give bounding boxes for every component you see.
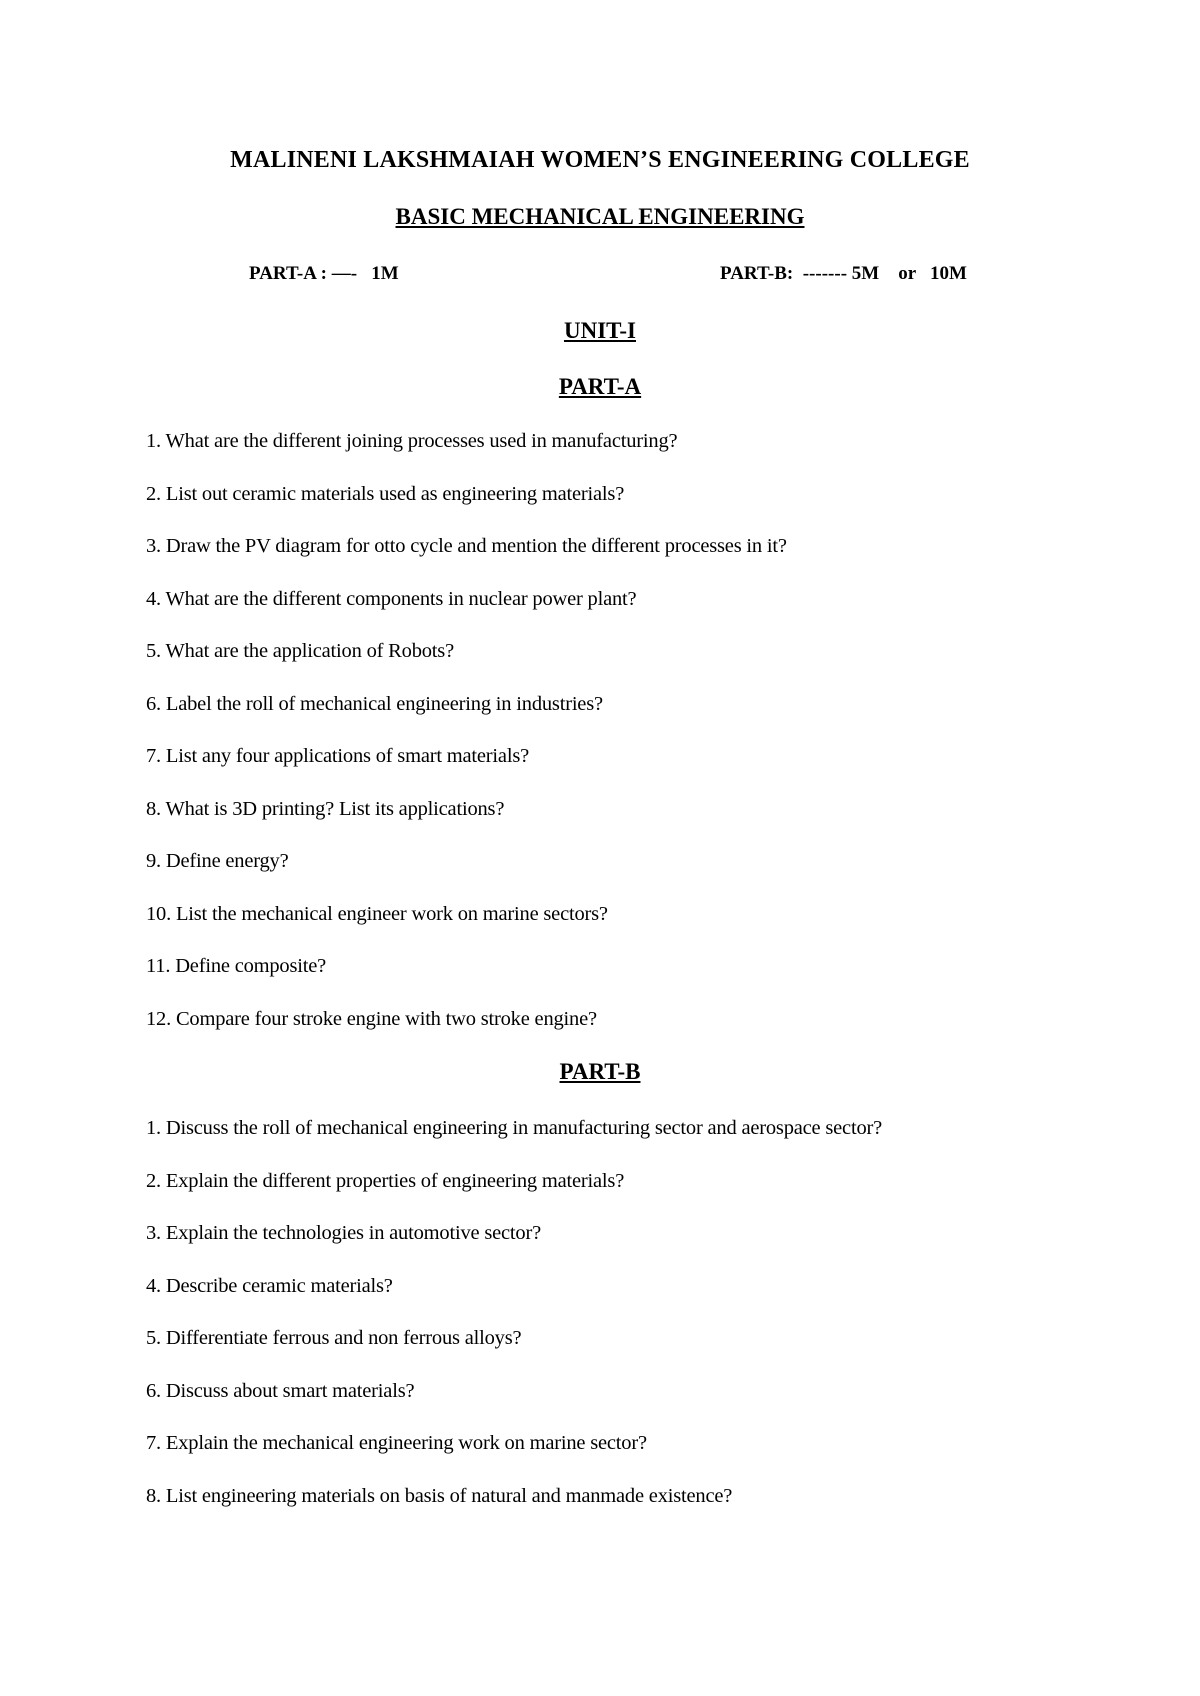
part-b-question: 1. Discuss the roll of mechanical engineering in manufacturing sector and aerospace sector? [146,1117,883,1139]
part-a-question: 11. Define composite? [146,955,327,977]
part-a-question: 2. List out ceramic materials used as engineering materials? [146,482,625,505]
part-a-question: 7. List any four applications of smart materials? [146,745,530,767]
part-a-question: 8. What is 3D printing? List its applications? [146,797,505,820]
part-b-question: 7. Explain the mechanical engineering work on marine sector? [146,1432,647,1454]
part-b-question: 5. Differentiate ferrous and non ferrous alloys? [146,1327,522,1349]
part-a-question: 5. What are the application of Robots? [146,640,454,662]
part-b-question: 6. Discuss about smart materials? [146,1379,415,1402]
part-a-question: 3. Draw the PV diagram for otto cycle and mention the different processes in it? [146,535,787,557]
subject-title: BASIC MECHANICAL ENGINEERING [395,204,805,229]
part-a-heading: PART-A [558,374,642,399]
part-a-marks: PART-A : ––- 1M [249,263,399,284]
college-name: MALINENI LAKSHMAIAH WOMEN’S ENGINEERING COLLEGE [230,147,970,173]
part-b-question: 3. Explain the technologies in automotive sector? [146,1222,541,1244]
part-a-question: 10. List the mechanical engineer work on marine sectors? [146,902,608,925]
unit-heading: UNIT-I [563,318,636,343]
part-a-question-list [146,428,787,1058]
part-b-question: 2. Explain the different properties of engineering materials? [146,1169,625,1192]
part-b-heading: PART-B [559,1059,641,1084]
part-a-question: 12. Compare four stroke engine with two stroke engine? [146,1007,597,1030]
part-b-question: 4. Describe ceramic materials? [146,1274,393,1297]
part-a-question: 6. Label the roll of mechanical engineering in industries? [146,692,603,715]
part-a-question: 1. What are the different joining processes used in manufacturing? [146,430,678,452]
part-b-question-list [146,1115,882,1535]
part-b-question: 8. List engineering materials on basis of natural and manmade existence? [146,1484,733,1507]
part-b-marks: PART-B: ------- 5M or 10M [720,263,967,284]
part-a-question: 9. Define energy? [146,850,289,872]
part-a-question: 4. What are the different components in nuclear power plant? [146,587,637,610]
